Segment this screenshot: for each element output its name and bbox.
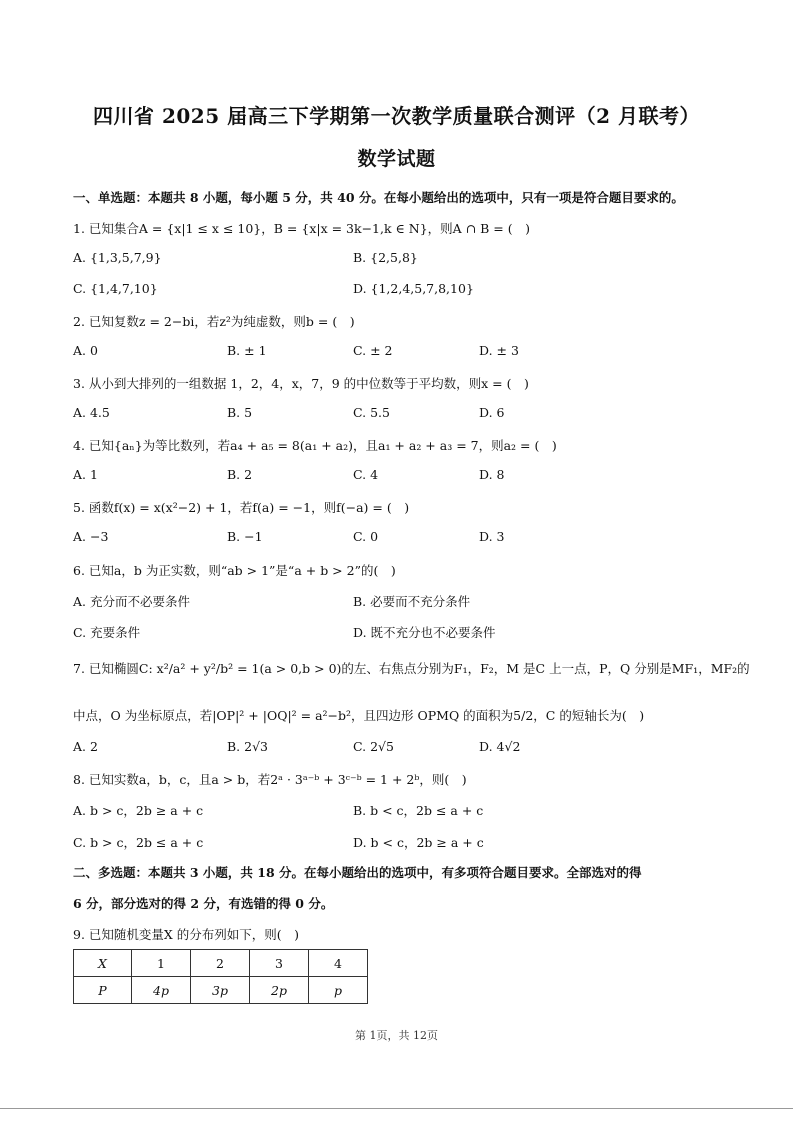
question-4-option-b: B. 2 [227,467,253,482]
question-2-option-a: A. 0 [73,343,98,358]
page-footer: 第 1页，共 12页 [355,1029,438,1042]
table-row [74,950,368,977]
question-3-option-a: A. 4.5 [73,405,110,420]
question-6-option-a: A. 充分而不必要条件 [73,594,190,609]
table-cell: X [74,950,132,977]
section-2-heading-line-2: 6 分，部分选对的得 2 分，有选错的得 0 分。 [73,896,334,911]
table-cell: 3p [191,977,250,1004]
question-5-stem: 5. 函数f(x) = x(x²−2) + 1，若f(a) = −1，则f(−a) = ( ) [73,500,410,515]
question-8-stem: 8. 已知实数a，b，c，且a > b，若2ᵃ · 3ᵃ⁻ᵇ + 3ᶜ⁻ᵇ = 1 + 2ᵇ，则( ) [73,772,467,787]
question-6-option-b: B. 必要而不充分条件 [353,594,471,609]
question-1-option-d: D. {1,2,4,5,7,8,10} [353,281,474,296]
table-cell: 2p [250,977,309,1004]
page-subtitle: 数学试题 [357,148,436,170]
question-7-option-a: A. 2 [73,739,98,754]
question-7-stem-line-1: 7. 已知椭圆C: x²/a² + y²/b² = 1(a > 0,b > 0)的左、右焦点分别为F₁，F₂，M 是C 上一点，P，Q 分别是MF₁，MF₂的 [73,661,750,676]
question-4-stem: 4. 已知{aₙ}为等比数列，若a₄ + a₅ = 8(a₁ + a₂)，且a₁ + a₂ + a₃ = 7，则a₂ = ( ) [73,438,557,453]
table-cell: 3 [250,950,309,977]
table-row [74,977,368,1004]
table-cell: 4 [309,950,368,977]
question-1-stem: 1. 已知集合A = {x|1 ≤ x ≤ 10}，B = {x|x = 3k−1,k ∈ N}，则A ∩ B = ( ) [73,221,530,236]
question-8-option-a: A. b > c，2b ≥ a + c [73,803,204,818]
question-5-option-c: C. 0 [353,529,379,544]
question-2-option-b: B. ± 1 [227,343,267,358]
question-3-option-c: C. 5.5 [353,405,390,420]
question-7-stem-line-2: 中点，O 为坐标原点，若|OP|² + |OQ|² = a²−b²，且四边形 OPMQ 的面积为5/2，C 的短轴长为( ) [73,708,645,723]
question-7-option-c: C. 2√5 [353,739,394,754]
table-cell: 4p [132,977,191,1004]
question-6-option-c: C. 充要条件 [73,625,141,640]
section-2-heading-line-1: 二、多选题：本题共 3 小题，共 18 分。在每小题给出的选项中，有多项符合题目要求。全部选对的得 [73,865,642,880]
question-2-option-d: D. ± 3 [479,343,519,358]
question-1-option-a: A. {1,3,5,7,9} [73,250,162,265]
question-6-option-d: D. 既不充分也不必要条件 [353,625,496,640]
question-3-option-b: B. 5 [227,405,253,420]
question-8-option-b: B. b < c，2b ≤ a + c [353,803,484,818]
table-cell: P [74,977,132,1004]
section-1-heading: 一、单选题：本题共 8 小题，每小题 5 分，共 40 分。在每小题给出的选项中，只有一项是符合题目要求的。 [73,190,684,205]
question-1-option-b: B. {2,5,8} [353,250,418,265]
bottom-divider [0,1108,793,1109]
question-6-stem: 6. 已知a，b 为正实数，则“ab > 1”是“a + b > 2”的( ) [73,563,396,578]
question-7-option-b: B. 2√3 [227,739,269,754]
distribution-table [73,949,368,1004]
question-4-option-a: A. 1 [73,467,98,482]
question-3-option-d: D. 6 [479,405,505,420]
question-5-option-b: B. −1 [227,529,263,544]
question-2-stem: 2. 已知复数z = 2−bi，若z²为纯虚数，则b = ( ) [73,314,355,329]
question-4-option-c: C. 4 [353,467,379,482]
question-5-option-d: D. 3 [479,529,505,544]
question-2-option-c: C. ± 2 [353,343,393,358]
page-title: 四川省 2025 届高三下学期第一次教学质量联合测评（2 月联考） [93,104,700,128]
question-7-option-d: D. 4√2 [479,739,521,754]
question-4-option-d: D. 8 [479,467,505,482]
question-8-option-d: D. b < c，2b ≥ a + c [353,835,484,850]
table-cell: 1 [132,950,191,977]
question-5-option-a: A. −3 [73,529,109,544]
question-1-option-c: C. {1,4,7,10} [73,281,158,296]
question-8-option-c: C. b > c，2b ≤ a + c [73,835,204,850]
table-cell: 2 [191,950,250,977]
table-cell: p [309,977,368,1004]
question-9-stem: 9. 已知随机变量X 的分布列如下，则( ) [73,927,300,942]
question-3-stem: 3. 从小到大排列的一组数据 1，2，4，x，7，9 的中位数等于平均数，则x = ( ) [73,376,529,391]
